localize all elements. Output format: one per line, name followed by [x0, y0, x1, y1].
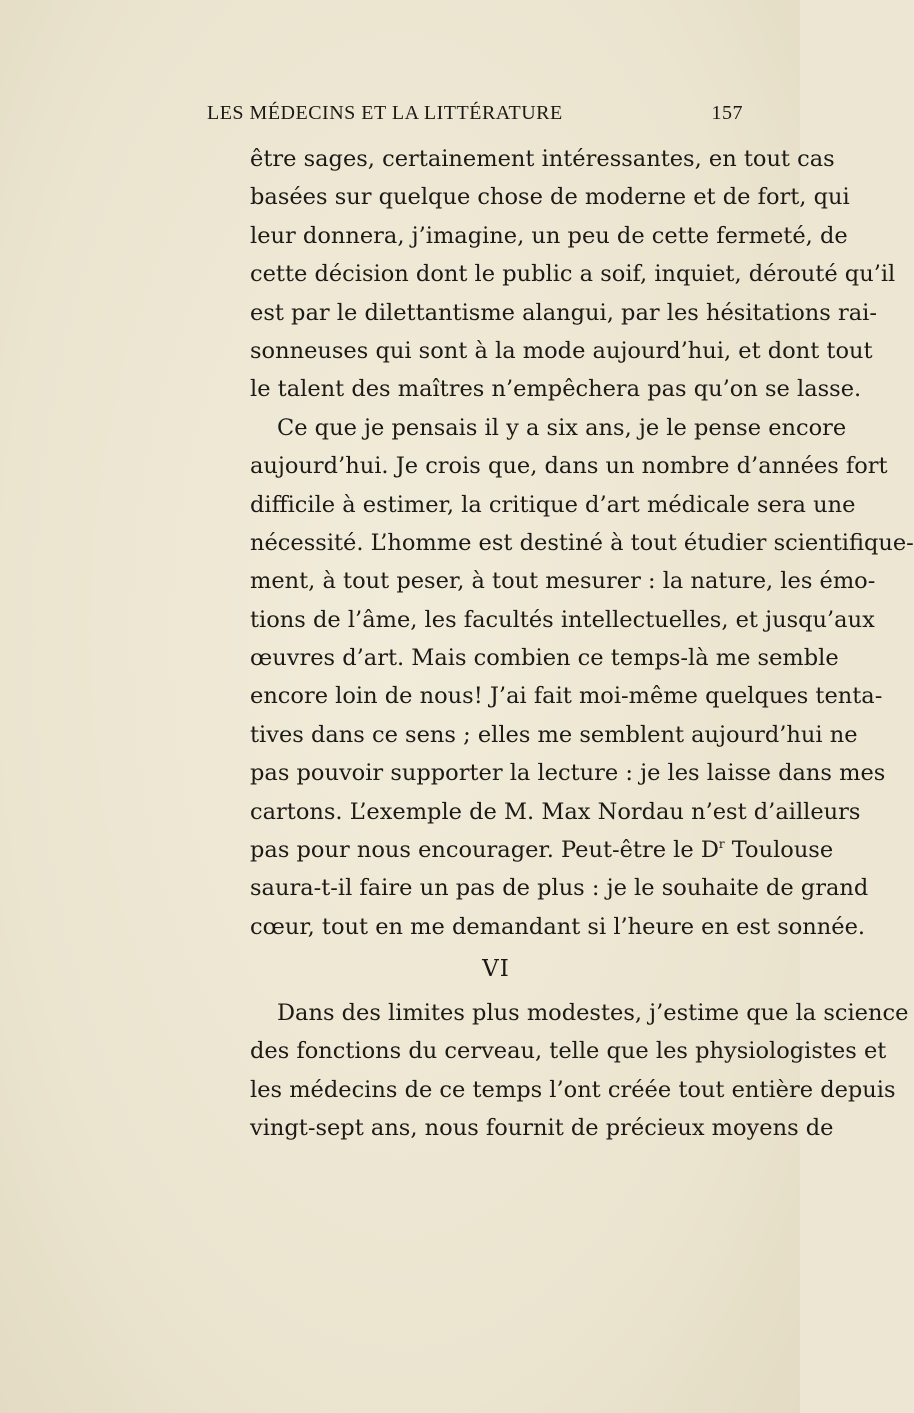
text-line: basées sur quelque chose de moderne et de fort, qui: [250, 184, 850, 211]
text-line: tives dans ce sens ; elles me semblent aujourd’hui ne: [250, 721, 858, 748]
text-fragment: Toulouse: [724, 837, 834, 864]
text-line: est par le dilettantisme alangui, par les hésitations rai-: [250, 299, 877, 326]
text-line: [250, 831, 834, 869]
text-fragment: pas pour nous encourager. Peut-être le D: [250, 837, 719, 864]
text-line: vingt-sept ans, nous fournit de précieux moyens de: [250, 1115, 834, 1142]
text-line: être sages, certainement intéressantes, en tout cas: [250, 146, 835, 172]
text-line: cette décision dont le public a soif, inquiet, dérouté qu’il: [250, 261, 896, 288]
text-line: œuvres d’art. Mais combien ce temps-là me semble: [250, 645, 839, 672]
text-line: sonneuses qui sont à la mode aujourd’hui, et dont tout: [250, 337, 873, 364]
text-line: Dans des limites plus modestes, j’estime que la science: [277, 1000, 909, 1026]
text-line: pas pouvoir supporter la lecture : je les laisse dans mes: [250, 760, 886, 787]
text-line: Ce que je pensais il y a six ans, je le pense encore: [277, 414, 847, 441]
text-line: encore loin de nous! J’ai fait moi-même quelques tenta-: [250, 683, 883, 710]
text-line: leur donnera, j’imagine, un peu de cette fermeté, de: [250, 222, 848, 249]
section-text: [250, 994, 909, 1148]
text-line: les médecins de ce temps l’ont créée tout entière depuis: [250, 1076, 896, 1103]
section-heading: VI: [482, 956, 510, 982]
text-line: cartons. L’exemple de M. Max Nordau n’est d’ailleurs: [250, 798, 861, 825]
text-line: des fonctions du cerveau, telle que les physiologistes et: [250, 1038, 887, 1065]
superscript: r: [718, 837, 725, 852]
text-line: ment, à tout peser, à tout mesurer : la nature, les émo-: [250, 568, 876, 595]
page-number: 157: [711, 102, 743, 124]
text-line: aujourd’hui. Je crois que, dans un nombre d’années fort: [250, 453, 888, 480]
text-line: tions de l’âme, les facultés intellectuelles, et jusqu’aux: [250, 606, 875, 633]
text-line: le talent des maîtres n’empêchera pas qu’on se lasse.: [250, 376, 862, 403]
running-head: [207, 102, 743, 128]
text-line: saura-t-il faire un pas de plus : je le souhaite de grand: [250, 875, 869, 902]
text-line: nécessité. L’homme est destiné à tout étudier scientifique-: [250, 529, 914, 556]
running-title: LES MÉDECINS ET LA LITTÉRATURE: [207, 102, 563, 124]
body-text: [250, 140, 914, 1142]
text-line: cœur, tout en me demandant si l’heure en est sonnée.: [250, 913, 866, 940]
text-line: difficile à estimer, la critique d’art médicale sera une: [250, 491, 856, 518]
